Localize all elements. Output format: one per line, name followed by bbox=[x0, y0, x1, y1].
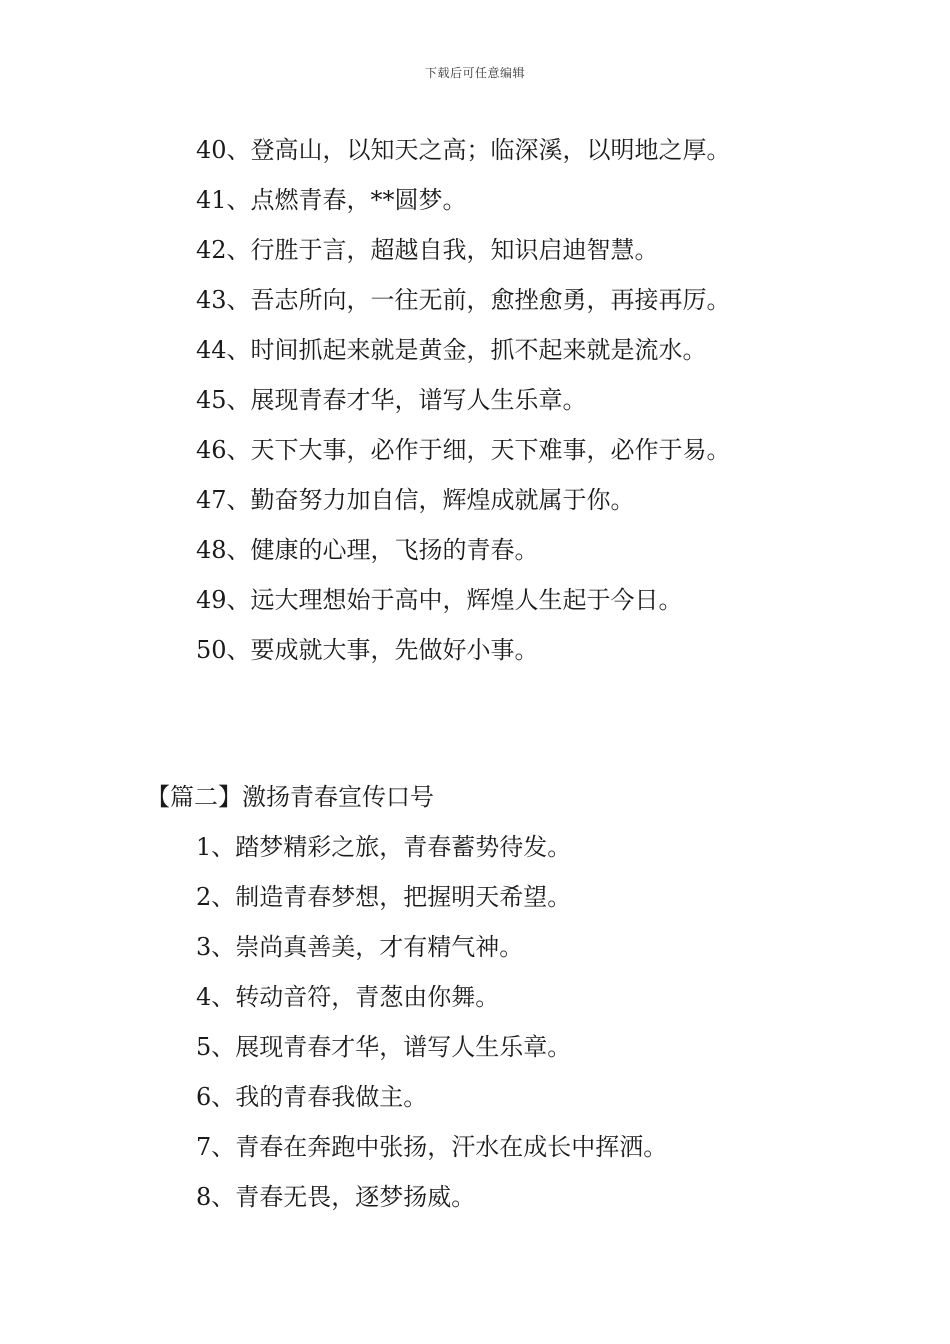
section-title: 【篇二】激扬青春宣传口号 bbox=[146, 783, 434, 811]
list-item: 8、青春无畏，逐梦扬威。 bbox=[196, 1183, 476, 1211]
slogan-list-2 bbox=[196, 822, 667, 1222]
list-item: 45、展现青春才华，谱写人生乐章。 bbox=[196, 386, 587, 414]
list-item: 49、远大理想始于高中，辉煌人生起于今日。 bbox=[196, 586, 683, 614]
list-item: 1、踏梦精彩之旅，青春蓄势待发。 bbox=[196, 833, 572, 861]
list-item: 44、时间抓起来就是黄金，抓不起来就是流水。 bbox=[196, 336, 707, 364]
list-item: 3、崇尚真善美，才有精气神。 bbox=[196, 933, 524, 961]
list-item: 2、制造青春梦想，把握明天希望。 bbox=[196, 883, 572, 911]
list-item: 42、行胜于言，超越自我，知识启迪智慧。 bbox=[196, 236, 659, 264]
list-item: 6、我的青春我做主。 bbox=[196, 1083, 428, 1111]
list-item: 50、要成就大事，先做好小事。 bbox=[196, 636, 539, 664]
list-item: 5、展现青春才华，谱写人生乐章。 bbox=[196, 1033, 572, 1061]
list-item: 48、健康的心理，飞扬的青春。 bbox=[196, 536, 539, 564]
slogan-list-1 bbox=[196, 125, 731, 675]
list-item: 40、登高山，以知天之高；临深溪，以明地之厚。 bbox=[196, 136, 731, 164]
list-item: 41、点燃青春，**圆梦。 bbox=[196, 186, 467, 214]
list-item: 46、天下大事，必作于细，天下难事，必作于易。 bbox=[196, 436, 731, 464]
list-item: 4、转动音符，青葱由你舞。 bbox=[196, 983, 500, 1011]
list-item: 43、吾志所向，一往无前，愈挫愈勇，再接再厉。 bbox=[196, 286, 731, 314]
page-header: 下载后可任意编辑 bbox=[424, 66, 525, 80]
list-item: 47、勤奋努力加自信，辉煌成就属于你。 bbox=[196, 486, 635, 514]
list-item: 7、青春在奔跑中张扬，汗水在成长中挥洒。 bbox=[196, 1133, 668, 1161]
